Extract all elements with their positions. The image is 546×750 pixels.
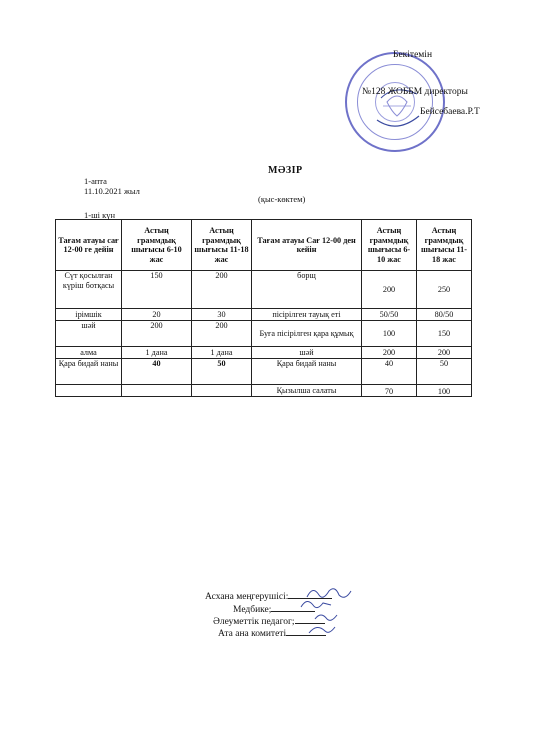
table-cell (56, 385, 122, 397)
table-cell: Сүт қосылған күріш ботқасы (56, 271, 122, 309)
table-cell: 250 (417, 271, 472, 309)
table-cell: пісірілген тауық еті (252, 309, 362, 321)
table-cell: 80/50 (417, 309, 472, 321)
table-cell: 70 (362, 385, 417, 397)
table-cell: ірімшік (56, 309, 122, 321)
table-cell: 20 (122, 309, 192, 321)
week-label: 1-апта (84, 176, 107, 186)
table-cell: Буға пісірілген қара құмық (252, 321, 362, 347)
table-row (56, 347, 472, 359)
table-row (56, 271, 472, 309)
table-cell (192, 385, 252, 397)
table-cell: алма (56, 347, 122, 359)
seal-emblem-icon (347, 54, 447, 154)
table-cell: Қара бидай наны (252, 359, 362, 385)
signature-line-canteen: Асхана меңгерушісі: (205, 591, 332, 603)
menu-table (55, 219, 472, 397)
table-cell: 200 (122, 321, 192, 347)
approval-name: Бейсебаева.Р.Т (420, 107, 480, 117)
day-label: 1-ші күн (84, 210, 116, 220)
table-cell: 50 (192, 359, 252, 385)
table-cell: Қара бидай наны (56, 359, 122, 385)
signature-line-social-teacher: Әлеуметтік педагог; (213, 616, 325, 628)
table-cell: 50 (417, 359, 472, 385)
col-header-portion-6-10-am: Астың граммдық шығысы 6-10 жас (122, 220, 192, 271)
signature-line-nurse: Медбике; (233, 604, 315, 616)
col-header-portion-6-10-pm: Астың граммдық шығысы 6-10 жас (362, 220, 417, 271)
table-cell: шәй (252, 347, 362, 359)
table-cell: Қызылша салаты (252, 385, 362, 397)
table-cell: 100 (417, 385, 472, 397)
approval-title: Бекітемін (393, 50, 433, 60)
col-header-dish-after-noon: Тағам атауы Сағ 12-00 ден кейін (252, 220, 362, 271)
page-title: МӘЗІР (268, 165, 303, 176)
handwritten-signatures (295, 583, 365, 643)
table-cell: 200 (417, 347, 472, 359)
table-row (56, 321, 472, 347)
table-cell: 40 (122, 359, 192, 385)
col-header-dish-before-noon: Тағам атауы сағ 12-00 ге дейін (56, 220, 122, 271)
table-cell: 40 (362, 359, 417, 385)
col-header-portion-11-18-pm: Астың граммдық шығысы 11-18 жас (417, 220, 472, 271)
table-cell: шәй (56, 321, 122, 347)
table-cell: борщ (252, 271, 362, 309)
table-cell: 200 (192, 271, 252, 309)
table-row (56, 359, 472, 385)
table-cell: 150 (122, 271, 192, 309)
table-header-row (56, 220, 472, 271)
col-header-portion-11-18-am: Астың граммдық шығысы 11-18 жас (192, 220, 252, 271)
table-row (56, 385, 472, 397)
table-cell (122, 385, 192, 397)
table-row (56, 309, 472, 321)
official-seal-stamp (345, 52, 445, 152)
table-cell: 1 дана (122, 347, 192, 359)
approval-position: №128 ЖОББМ директоры (362, 87, 468, 97)
table-cell: 100 (362, 321, 417, 347)
table-cell: 200 (192, 321, 252, 347)
table-cell: 200 (362, 271, 417, 309)
table-cell: 30 (192, 309, 252, 321)
season-label: (қыс-көктем) (258, 194, 306, 204)
table-cell: 150 (417, 321, 472, 347)
table-cell: 1 дана (192, 347, 252, 359)
signature-line-parent-committee: Ата ана комитеті (218, 628, 326, 640)
table-cell: 50/50 (362, 309, 417, 321)
date-label: 11.10.2021 жыл (84, 186, 140, 196)
table-cell: 200 (362, 347, 417, 359)
